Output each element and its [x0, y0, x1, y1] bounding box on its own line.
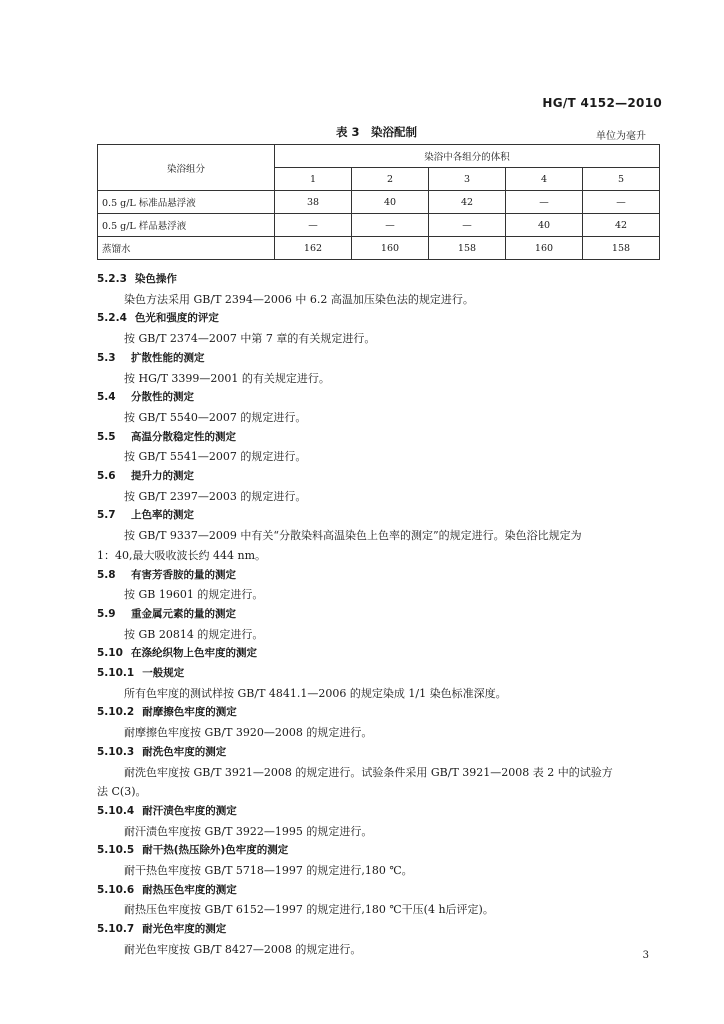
paragraph-line: 法 C(3)。	[97, 785, 147, 799]
table-cell: 42	[429, 191, 506, 214]
section-number: 5.9	[97, 607, 116, 620]
section-number: 5.2.4	[97, 312, 127, 325]
section-title: 扩散性能的测定	[131, 351, 205, 364]
section-number: 5.2.3	[97, 273, 127, 285]
table-cell: —	[429, 214, 506, 237]
section-title: 色光和强度的评定	[134, 312, 219, 325]
section-number: 5.7	[97, 509, 116, 522]
section-number: 5.10.3	[97, 745, 135, 758]
section-heading	[97, 803, 237, 818]
paragraph-line: 所有色牢度的测试样按 GB/T 4841.1—2006 的规定染成 1/1 染色标准深度。	[124, 686, 507, 700]
section-title: 分散性的测定	[131, 391, 194, 404]
section-title: 耐摩擦色牢度的测定	[142, 706, 237, 719]
section-heading	[97, 389, 194, 404]
table-cell: 160	[506, 237, 583, 260]
section-number: 5.5	[97, 430, 116, 443]
section-heading	[97, 271, 177, 286]
table-cell: 38	[275, 191, 352, 214]
document-code: HG/T 4152—2010	[542, 96, 662, 110]
paragraph-line: 按 HG/T 3399—2001 的有关规定进行。	[124, 371, 330, 385]
paragraph-line: 1：40,最大吸收波长约 444 nm。	[97, 548, 266, 562]
paragraph-line: 耐干热色牢度按 GB/T 5718—1997 的规定进行,180 ℃。	[124, 864, 413, 877]
paragraph-line: 耐汗渍色牢度按 GB/T 3922—1995 的规定进行。	[124, 824, 373, 838]
paragraph-line: 耐光色牢度按 GB/T 8427—2008 的规定进行。	[124, 942, 362, 956]
section-heading	[97, 744, 226, 759]
section-title: 耐光色牢度的测定	[142, 923, 227, 936]
section-title: 重金属元素的量的测定	[131, 607, 236, 620]
table-unit: 单位为毫升	[596, 131, 646, 142]
section-heading	[97, 310, 219, 325]
section-title: 一般规定	[142, 667, 185, 679]
section-heading	[97, 507, 194, 522]
table-column-header: 5	[583, 168, 660, 191]
table-title: 表 3 染浴配制	[336, 125, 418, 139]
paragraph-line: 按 GB 19601 的规定进行。	[124, 588, 264, 602]
table-cell: 40	[352, 191, 429, 214]
section-number: 5.8	[97, 568, 116, 581]
section-number: 5.10	[97, 647, 123, 660]
paragraph-line: 耐洗色牢度按 GB/T 3921—2008 的规定进行。试验条件采用 GB/T 3921—2008 表 2 中的试验方	[124, 765, 613, 779]
table-column-header: 4	[506, 168, 583, 191]
section-heading	[97, 606, 236, 621]
section-heading	[97, 429, 236, 444]
table-cell: —	[275, 214, 352, 237]
table-cell: 158	[583, 237, 660, 260]
table-row	[98, 191, 660, 214]
paragraph-line: 染色方法采用 GB/T 2394—2006 中 6.2 高温加压染色法的规定进行。	[124, 292, 474, 306]
section-heading	[97, 645, 257, 660]
table-cell: 160	[352, 237, 429, 260]
section-title: 在涤纶织物上色牢度的测定	[131, 647, 257, 660]
section-title: 染色操作	[134, 273, 177, 285]
section-number: 5.6	[97, 470, 116, 482]
table-row	[98, 214, 660, 237]
section-number: 5.10.5	[97, 844, 135, 857]
section-number: 5.10.6	[97, 883, 135, 896]
section-title: 上色率的测定	[131, 509, 194, 522]
section-number: 5.10.4	[97, 804, 135, 817]
table-cell: 42	[583, 214, 660, 237]
section-heading	[97, 704, 237, 719]
table-row-label: 蒸馏水	[98, 237, 275, 260]
section-title: 耐洗色牢度的测定	[142, 745, 227, 758]
section-heading	[97, 882, 237, 897]
section-number: 5.10.2	[97, 706, 135, 719]
paragraph-line: 按 GB/T 5541—2007 的规定进行。	[124, 450, 307, 464]
section-heading	[97, 665, 184, 680]
section-number: 5.10.1	[97, 667, 135, 679]
section-number: 5.3	[97, 351, 116, 364]
table-row	[98, 237, 660, 260]
table-cell: 162	[275, 237, 352, 260]
section-title: 提升力的测定	[131, 470, 194, 482]
table-group-header: 染浴中各组分的体积	[275, 145, 660, 168]
section-heading	[97, 468, 194, 483]
table-corner-header: 染浴组分	[98, 145, 275, 191]
table-row-label: 0.5 g/L 标准品悬浮液	[98, 191, 275, 214]
section-title: 耐汗渍色牢度的测定	[142, 804, 237, 817]
table-cell: —	[506, 191, 583, 214]
table-cell: —	[352, 214, 429, 237]
table-row-label: 0.5 g/L 样品悬浮液	[98, 214, 275, 237]
paragraph-line: 按 GB/T 2397—2003 的规定进行。	[124, 489, 307, 503]
section-heading	[97, 350, 205, 365]
table-cell: 158	[429, 237, 506, 260]
paragraph-line: 耐摩擦色牢度按 GB/T 3920—2008 的规定进行。	[124, 726, 373, 740]
section-heading	[97, 921, 226, 936]
section-title: 耐热压色牢度的测定	[142, 883, 237, 896]
paragraph-line: 按 GB 20814 的规定进行。	[124, 627, 264, 641]
table-cell: —	[583, 191, 660, 214]
section-title: 有害芳香胺的量的测定	[131, 568, 236, 581]
section-number: 5.10.7	[97, 923, 135, 936]
table-column-header: 1	[275, 168, 352, 191]
section-title: 高温分散稳定性的测定	[131, 430, 236, 443]
paragraph-line: 耐热压色牢度按 GB/T 6152—1997 的规定进行,180 ℃干压(4 h后评定)。	[124, 903, 494, 917]
page-number: 3	[642, 950, 649, 961]
section-number: 5.4	[97, 391, 116, 404]
table-column-header: 3	[429, 168, 506, 191]
section-title: 耐干热(热压除外)色牢度的测定	[142, 844, 289, 857]
paragraph-line: 按 GB/T 9337—2009 中有关“分散染料高温染色上色率的测定”的规定进行。染色浴比规定为	[124, 529, 582, 543]
table-cell: 40	[506, 214, 583, 237]
section-heading	[97, 567, 236, 582]
section-heading	[97, 842, 288, 857]
paragraph-line: 按 GB/T 5540—2007 的规定进行。	[124, 410, 307, 424]
dye-bath-table	[97, 144, 660, 260]
paragraph-line: 按 GB/T 2374—2007 中第 7 章的有关规定进行。	[124, 332, 376, 346]
table-column-header: 2	[352, 168, 429, 191]
